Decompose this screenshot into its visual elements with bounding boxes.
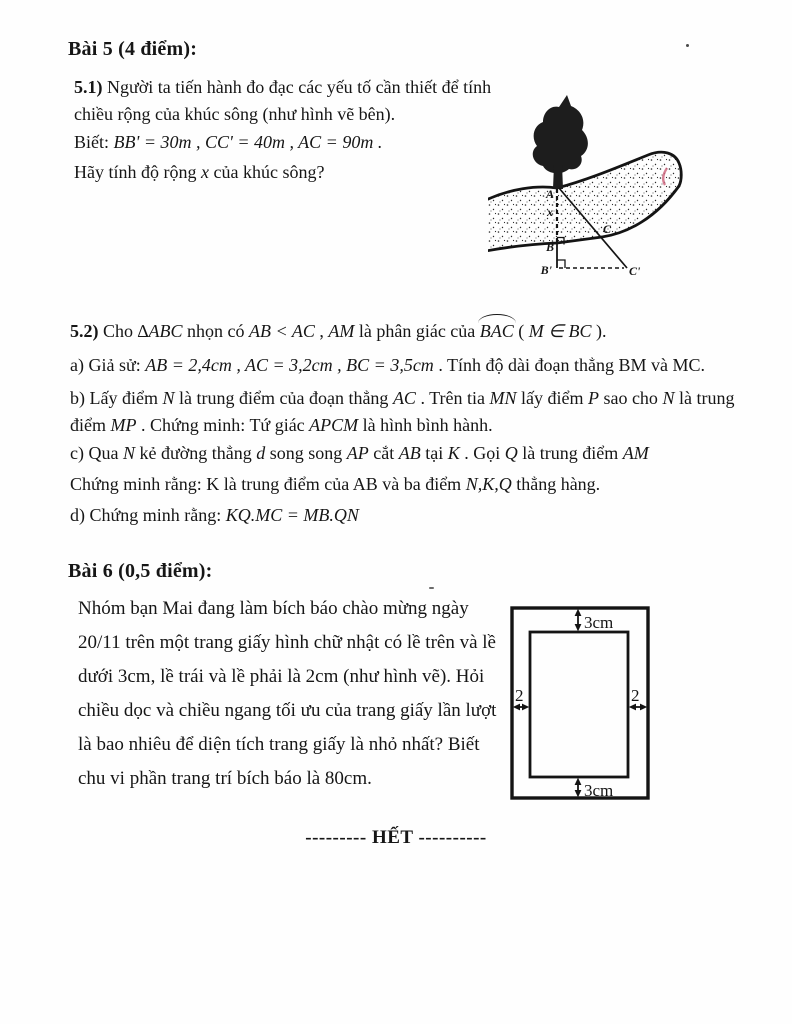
pb-m1: N — [162, 388, 175, 408]
end-of-exam-marker: --------- HẾT ---------- — [305, 827, 487, 848]
pb-m13: APCM — [309, 415, 359, 435]
part-d — [70, 502, 775, 529]
right-angle-at-Bprime — [557, 260, 565, 268]
pd-m1: KQ.MC = MB.QN — [225, 505, 359, 525]
question-pre: Hãy tính độ rộng — [74, 162, 201, 182]
pc-m5: AP — [346, 443, 369, 463]
pc-t4: song song — [265, 443, 347, 463]
pc-m1: N — [122, 443, 135, 463]
p52-m5: AM — [328, 321, 355, 341]
pb-t14: là hình bình hành. — [358, 415, 493, 435]
p52-t8: ( — [513, 321, 529, 341]
bai5-heading: Bài 5 (4 điểm): — [68, 38, 198, 60]
pb-m3: AC — [392, 388, 416, 408]
pb-t2: là trung điểm của đoạn thẳng — [174, 388, 393, 408]
pb-m9: N — [662, 388, 675, 408]
pc-t8: tại — [420, 443, 448, 463]
p52-t4: , — [314, 321, 329, 341]
pa-m1: AB = 2,4cm , AC = 3,2cm , BC = 3,5cm — [145, 355, 434, 375]
p52-t2: nhọn có — [182, 321, 250, 341]
p52-t10: ). — [591, 321, 607, 341]
problem-5-2-label: 5.2) — [70, 321, 103, 341]
problem-5-1 — [74, 74, 492, 128]
p52-t0: Cho — [103, 321, 138, 341]
margins-figure — [502, 597, 654, 807]
pc-m9: K — [447, 443, 460, 463]
p52-m1: ∆ABC — [137, 321, 183, 341]
p6-line4: chiều dọc và chiều ngang tối ưu của trang giấy lần lượt — [78, 700, 497, 721]
pb-m11: MP — [110, 415, 137, 435]
given-label: Biết: — [74, 132, 114, 152]
pa-t0: a) Giả sử: — [70, 355, 146, 375]
tree-trunk — [553, 164, 563, 189]
part-c — [70, 440, 775, 467]
bottom-margin-arrow — [575, 778, 582, 798]
bai6-heading: Bài 6 (0,5 điểm): — [68, 560, 213, 582]
label-C: C — [603, 222, 612, 236]
label-B: B — [545, 240, 554, 254]
pc-t0: c) Qua — [70, 443, 123, 463]
scan-speck — [429, 587, 434, 589]
pb-t6: lấy điểm — [516, 388, 588, 408]
pc-t12: là trung điểm — [517, 443, 623, 463]
p52-t6: là phân giác của — [354, 321, 480, 341]
pb-t12: . Chứng minh: Tứ giác — [136, 415, 310, 435]
problem-5-1-label: 5.1) — [74, 77, 107, 97]
question-x: x — [200, 162, 209, 182]
given-math: BB' = 30m , CC' = 40m , AC = 90m . — [113, 132, 383, 152]
p52-m9: M ∈ BC — [528, 321, 592, 341]
p6-line6: chu vi phần trang trí bích báo là 80cm. — [78, 768, 372, 789]
river-figure — [488, 86, 746, 293]
problem-5-2 — [70, 318, 775, 345]
p6-line2: 20/11 trên một trang giấy hình chữ nhật có lề trên và lề — [78, 632, 496, 653]
p52-m3: AB < AC — [249, 321, 315, 341]
pc-m13: AM — [622, 443, 649, 463]
pb-m7: P — [587, 388, 599, 408]
pd-t0: d) Chứng minh rằng: — [70, 505, 226, 525]
p52-angle-BAC: BAC — [480, 318, 514, 345]
bottom-margin-label: 3cm — [584, 781, 614, 800]
p6-line3: dưới 3cm, lề trái và lề phải là 2cm (như hình vẽ). Hỏi — [78, 666, 485, 687]
problem-5-1-text: Người ta tiến hành đo đạc các yếu tố cần thiết để tính chiều rộng của khúc sông (như hình vẽ bên). — [74, 77, 492, 124]
pb-t10: là trung điểm — [70, 388, 735, 435]
question-post: của khúc sông? — [208, 162, 325, 182]
label-Cprime: C' — [629, 264, 641, 278]
pc-m7: AB — [398, 443, 421, 463]
label-x: x — [547, 205, 553, 219]
pc-t6: cắt — [368, 443, 399, 463]
inner-content-rect — [530, 632, 628, 777]
right-margin-label: 2 — [631, 686, 640, 705]
river-band — [488, 152, 681, 251]
pc-m11: Q — [504, 443, 518, 463]
left-margin-label: 2 — [515, 686, 524, 705]
pc-m3: d — [256, 443, 266, 463]
label-Bprime: B' — [540, 263, 552, 277]
pb-t8: sao cho — [598, 388, 663, 408]
pc-t10: . Gọi — [459, 443, 505, 463]
pb-t4: . Trên tia — [415, 388, 490, 408]
scan-speck — [686, 44, 689, 47]
pc-t2: kẻ đường thẳng — [135, 443, 257, 463]
top-margin-label: 3cm — [584, 613, 614, 632]
pa-t2: . Tính độ dài đoạn thẳng BM và MC. — [433, 355, 705, 375]
part-b — [70, 385, 748, 439]
pb-t0: b) Lấy điểm — [70, 388, 163, 408]
label-A: A — [545, 187, 554, 201]
part-c-line2 — [70, 471, 775, 498]
pc2-t2: thẳng hàng. — [511, 474, 601, 494]
pc2-m1: N,K,Q — [465, 474, 512, 494]
pb-m5: MN — [489, 388, 517, 408]
part-a — [70, 352, 775, 379]
p6-line1: Nhóm bạn Mai đang làm bích báo chào mừng ngày — [78, 598, 469, 619]
problem-6-text — [78, 592, 518, 796]
pc2-t0: Chứng minh rằng: K là trung điểm của AB và ba điểm — [70, 474, 466, 494]
tree-icon — [533, 95, 588, 173]
top-margin-arrow — [575, 609, 582, 632]
p6-line5: là bao nhiêu để diện tích trang giấy là nhỏ nhất? Biết — [78, 734, 480, 755]
